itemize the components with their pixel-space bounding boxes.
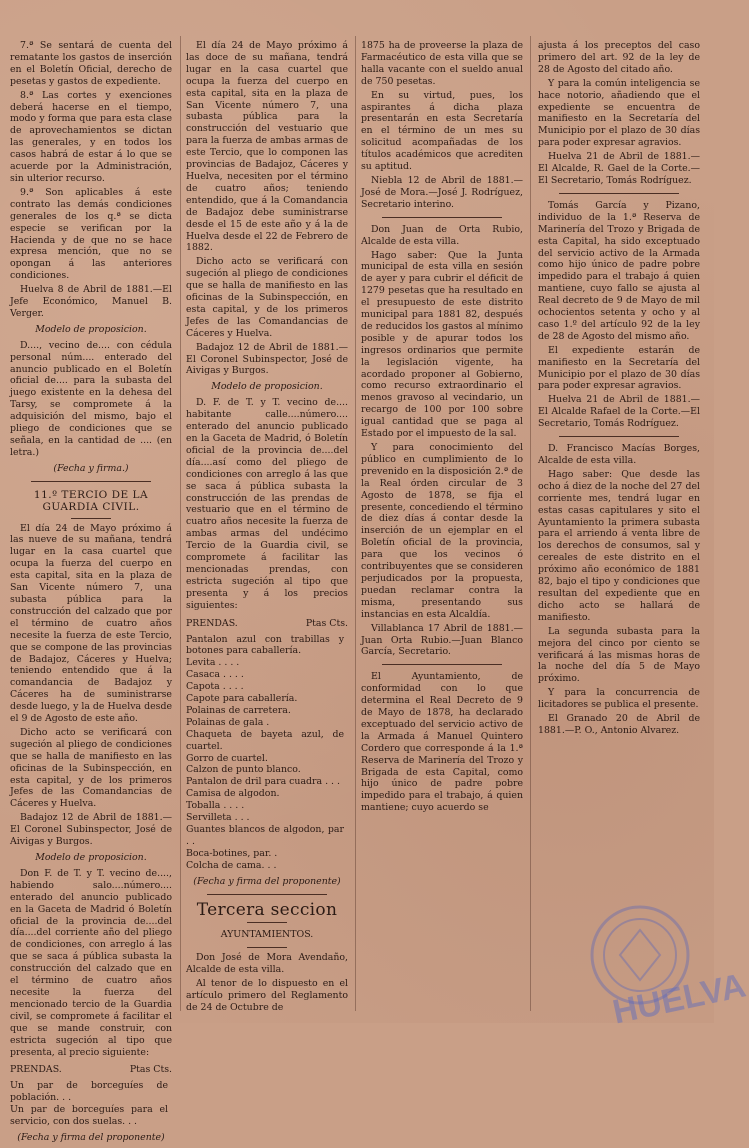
column-4	[538, 40, 700, 739]
paragraph: El Ayuntamiento, de conformidad con lo que determina el Real Decreto de 9 de Mayo de 1878, ha declarado exceptuado del servicio activo de la Armada á Manuel Quintero Cordero que corresponde á la 1.ª Reserva de Marinería del Trozo y Brigada de esta Capital, como hijo único de padre pobre impedido para el trabajo, á quien mantiene; cuyo acuerdo se	[361, 671, 523, 814]
list-item: Pantalon de dril para cuadra . . .	[186, 776, 340, 788]
prendas-price-label: Ptas Cts.	[305, 617, 348, 629]
paragraph: El día 24 de Mayo próximo á las nueve de su mañana, tendrá lugar en la casa cuartel que ocupa la fuerza del cuerpo en esta capital, sita en la plaza de San Vicente número 7, una subasta pública para la construcción del calzado que por el término de cuatro años necesite la fuerza de este Tercio, que se compone de las provincias de Badajoz, Cáceres y Huelva; teniendo entendido que á la comandancia de Badajoz y Cáceres ha de suministrarse desde luego, y la de Huelva desde el 9 de Agosto de este año.	[10, 522, 172, 725]
paragraph: Don Juan de Orta Rubio, Alcalde de esta villa.	[361, 223, 523, 247]
model-title: Modelo de proposicion.	[35, 323, 147, 335]
model-title: Modelo de proposicion.	[35, 852, 147, 863]
paragraph: Al tenor de lo dispuesto en el artículo primero del Reglamento de 24 de Octubre de	[186, 978, 348, 1013]
section-heading: Tercera seccion	[196, 899, 338, 920]
paragraph: D. F. de T. y T. vecino de.... habitante calle....número.... enterado del anuncio publicado en la Gaceta de Madrid, ó Boletín oficial de la provincia de....del día....así como del pliego de condiciones con arreglo á las que se saca á pública subasta la construcción de las prendas de vestuario que en el término de cuatro años necesite la fuerza de ambas armas del undécimo Tercio de la Guardia civil, se compromete á facilitar las mencionadas prendas, con estricta sugeción al tipo que presenta y á los precios siguientes:	[186, 397, 348, 611]
signature: Niebla 12 de Abril de 1881.—José de Mora.—José J. Rodríguez, Secretario interino.	[361, 174, 523, 210]
section-heading: 11.º TERCIO DE LA GUARDIA CIVIL.	[33, 488, 149, 513]
paragraph: Hago saber: Que la Junta municipal de esta villa en sesión de ayer y para cubrir el déficit de 1279 pesetas que ha resultado en el presupuesto de este distrito municipal para 1881 82, después de reducidos los gastos al mínimo posible y de apurar todos los ingresos ordinarios que permite la legislación vigente, ha acordado proponer al Gobierno, como recurso extraordinario el menos gravoso al vecindario, un recargo de 100 por 100 sobre igual cantidad que se paga al Estado por el impuesto de la sal.	[361, 249, 523, 440]
paragraph: 7.ª Se sentará de cuenta del rematante los gastos de inserción en el Boletín Oficial, derecho de pesetas y gastos de expediente.	[10, 40, 172, 87]
list-item: Guantes blancos de algodon, par . .	[186, 824, 344, 847]
list-item: Boca-botines, par. .	[186, 847, 278, 859]
paragraph: Y para la concurrencia de licitadores se publica el presente.	[538, 687, 700, 711]
divider	[382, 217, 502, 218]
prendas-header	[186, 618, 348, 630]
list-item: Servilleta . . .	[186, 812, 250, 824]
paragraph: En su virtud, pues, los aspirantes á dicha plaza presentarán en esta Secretaría en el término de un mes su solicitud acompañadas de los títulos académicos que acrediten su aptitud.	[361, 89, 523, 173]
subsection-heading: AYUNTAMIENTOS.	[220, 929, 314, 941]
paragraph: La segunda subasta para la mejora del cinco por ciento se verificará á las mismas horas de la noche del día 5 de Mayo próximo.	[538, 625, 700, 685]
divider	[31, 481, 151, 482]
paragraph: ajusta á los preceptos del caso primero del art. 92 de la ley de 28 de Agosto del citado año.	[538, 40, 700, 75]
stamp-watermark: HUELVA	[609, 966, 749, 1032]
signature: El Granado 20 de Abril de 1881.—P. O., Antonio Alvarez.	[538, 713, 700, 736]
list-item: Toballa . . . .	[186, 800, 245, 812]
divider	[247, 947, 287, 948]
prendas-price-label: Ptas Cts.	[129, 1064, 172, 1076]
list-item: Un par de borceguíes de población. . .	[10, 1080, 168, 1104]
signature: Villablanca 17 Abril de 1881.—Juan Orta Rubio.—Juan Blanco García, Secretario.	[361, 622, 523, 658]
paragraph: D...., vecino de.... con cédula personal núm.... enterado del anuncio publicado en el Boletín oficial de.... para la subasta del juego existente en la dehesa del Tarsy, se compromete á la adquisición del mismo, bajo el pliego de condiciones que se señala, en la cantidad de .... (en letra.)	[10, 339, 172, 458]
list-item: Casaca . . . .	[186, 669, 244, 681]
paragraph: Y para la común inteligencia se hace notorio, añadiendo que el expediente se encuentra de manifiesto en la Secretaría del Municipio por el plazo de 30 días para poder expresar agravios.	[538, 77, 700, 149]
list-item: Chaqueta de bayeta azul, de cuartel.	[186, 728, 344, 752]
column-1	[10, 40, 172, 1148]
paragraph: El expediente estarán de manifiesto en la Secretaría del Municipio por el plazo de 30 días para poder expresar agravios.	[538, 344, 700, 392]
paragraph: Don José de Mora Avendaño, Alcalde de esta villa.	[186, 952, 348, 976]
column-divider	[355, 36, 356, 1011]
signature: Badajoz 12 de Abril de 1881.—El Coronel Subinspector, José de Aivigas y Burgos.	[186, 341, 348, 377]
signature: Huelva 8 de Abril de 1881.—El Jefe Económico, Manuel B. Verger.	[10, 284, 172, 319]
divider	[559, 193, 679, 194]
list-item: Capote para caballería.	[186, 693, 298, 705]
list-item: Pantalon azul con trabillas y botones para caballería.	[186, 633, 344, 657]
signature: Huelva 21 de Abril de 1881.—El Alcalde Rafael de la Corte.—El Secretario, Tomás Rodríguez.	[538, 394, 700, 430]
paragraph: Dicho acto se verificará con sugeción al pliego de condiciones que se halla de manifiesto en las oficinas de la Subinspección, en esta capital, y de los primeros Jefes de las Comandancias de Cáceres y Huelva.	[10, 726, 172, 810]
list-item: Polainas de carretera.	[186, 704, 291, 716]
column-divider	[180, 36, 181, 1011]
paragraph: D. Francisco Macías Borges, Alcalde de esta villa.	[538, 443, 700, 466]
sign-note: (Fecha y firma del proponente)	[193, 875, 341, 887]
divider	[382, 664, 502, 665]
prendas-label: PRENDAS.	[186, 617, 238, 629]
paragraph: 1875 ha de proveerse la plaza de Farmacéutico de esta villa que se halla vacante con el sueldo anual de 750 pesetas.	[361, 40, 523, 87]
paragraph: Y para conocimiento del público en cumplimiento de lo prevenido en la disposición 2.ª de la Real órden circular de 3 Agosto de 1878, se fija el presente, concediendo el término de diez días á contar desde la inserción de un ejemplar en el Boletín oficial de la provincia, para que los vecinos ó contribuyentes que se consideren perjudicados por la propuesta, puedan reclamar contra la misma, presentando sus instancias en esta Alcaldía.	[361, 442, 523, 620]
list-item: Colcha de cama. . .	[186, 859, 277, 871]
divider	[247, 922, 287, 923]
list-item: Polainas de gala .	[186, 716, 270, 728]
sign-note: (Fecha y firma del proponente)	[17, 1131, 165, 1143]
list-item: Capota . . . .	[186, 681, 244, 693]
list-item: Un par de borceguíes para el servicio, con dos suelas. . .	[10, 1104, 168, 1128]
column-3	[361, 40, 523, 816]
paragraph: Hago saber: Que desde las ocho á diez de la noche del 27 del corriente mes, tendrá lugar en estas casas capitulares y sito el Ayuntamiento la primera subasta para el arriendo á venta libre de los derechos de consumos, sal y cereales de este distrito en el próximo año económico de 1881 82, bajo el tipo y condiciones que resultan del expediente que en dicho acto se hallará de manifiesto.	[538, 468, 700, 623]
model-title: Modelo de proposicion.	[211, 381, 323, 393]
paragraph: 8.ª Las cortes y exenciones deberá hacerse en el tiempo, modo y forma que para esta clase de aprovechamientos se dictan las generales, y en todos los casos habrá de estar á lo que se acuerde por la Administración, sin ulterior recurso.	[10, 89, 172, 184]
signature: Huelva 21 de Abril de 1881.—El Alcalde, R. Gael de la Corte.—El Secretario, Tomás Rodríguez.	[538, 151, 700, 186]
list-item: Calzon de punto blanco.	[186, 764, 301, 776]
sign-note: (Fecha y firma.)	[53, 462, 129, 474]
paragraph: El día 24 de Mayo próximo á las doce de su mañana, tendrá lugar en la casa cuartel que ocupa la fuerza del cuerpo en esta capital, sita en la plaza de San Vicente número 7, una subasta pública para la construcción del vestuario que para la fuerza de ambas armas de este Tercio, que lo componen las provincias de Badajoz, Cáceres y Huelva, necesiten por el término de cuatro años; teniendo entendido, que á la Comandancia de Badajoz debe suministrarse desde el 15 de este año y á la de Huelva desde el 22 de Febrero de 1882.	[186, 40, 348, 254]
signature: Badajoz 12 de Abril de 1881.—El Coronel Subinspector, José de Aivigas y Burgos.	[10, 812, 172, 848]
paragraph: 9.ª Son aplicables á este contrato las demás condiciones generales de los q.ª se dicta especie se verifican por la Hacienda y de que no se hace expresa mención, que no se opongan á las anteriores condiciones.	[10, 186, 172, 282]
divider	[71, 518, 111, 519]
paragraph: Tomás García y Pizano, individuo de la 1.ª Reserva de Marinería del Trozo y Brigada de esta Capital, ha sido exceptuado del servicio activo de la Armada como hijo único de padre pobre impedido para el trabajo á quien mantiene, cuyo fallo se ajusta al Real decreto de 9 de Mayo de mil ochocientos setenta y ocho y al caso 1.º del artículo 92 de la ley de 28 de Agosto del mismo año.	[538, 199, 700, 342]
list-item: Camisa de algodon.	[186, 788, 280, 800]
prendas-header	[10, 1064, 172, 1076]
divider	[559, 436, 679, 437]
paragraph: Dicho acto se verificará con sugeción al pliego de condiciones que se halla de manifiesto en las oficinas de la Subinspección, en esta capital, y de los primeros Jefes de las Comandancias de Cáceres y Huelva.	[186, 256, 348, 339]
list-item: Levita . . . .	[186, 657, 240, 669]
prendas-label: PRENDAS.	[10, 1064, 62, 1076]
paragraph: Don F. de T. y T. vecino de...., habiendo salo....número.... enterado del anuncio publicado en la Gaceta de Madrid ó Boletín oficial de la provincia de....del día....del corriente año del pliego de condiciones, con arreglo á las que se saca á pública subasta la construcción del calzado que en el término de cuatro años necesite la fuerza del mencionado tercio de la Guardia civil, se compromete á facilitar el que se mande construir, con estricta sugeción al tipo que presenta, al precio siguiente:	[10, 867, 172, 1058]
column-divider	[530, 36, 531, 1011]
divider	[207, 894, 327, 895]
column-2	[186, 40, 348, 1016]
list-item: Gorro de cuartel.	[186, 752, 268, 764]
